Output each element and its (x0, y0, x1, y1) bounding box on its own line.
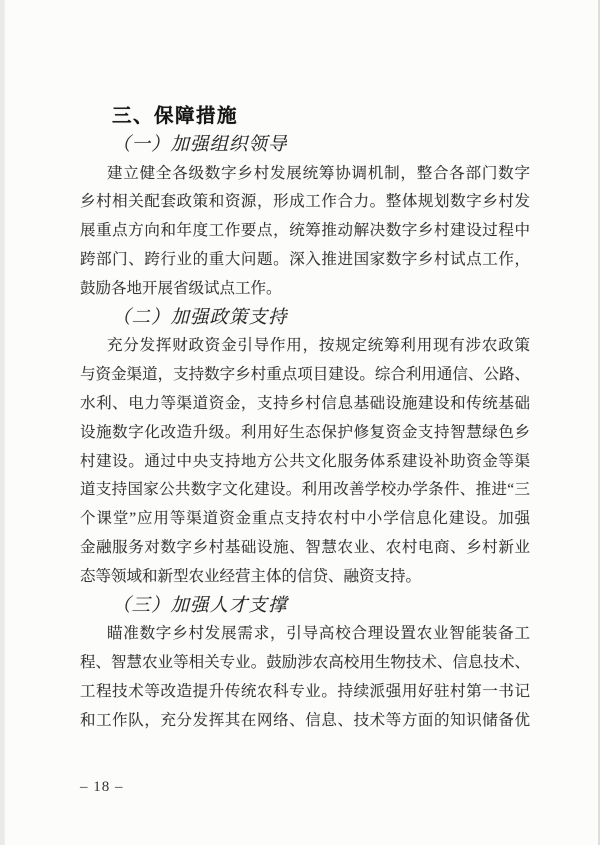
body-text-line: 乡村相关配套政策和资源，形成工作合力。整体规划数字乡村发 (80, 193, 530, 211)
body-text-line: 金融服务对数字乡村基础设施、智慧农业、农村电商、乡村新业 (80, 538, 530, 556)
body-text-line: 建立健全各级数字乡村发展统筹协调机制，整合各部门数字 (107, 164, 530, 182)
body-text-line: 道支持国家公共数字文化建设。利用改善学校办学条件、推进“三 (80, 481, 530, 499)
subsection-heading: （一）加强组织领导 (112, 134, 288, 155)
body-text-line: 水利、电力等渠道资金，支持乡村信息基础设施建设和传统基础 (80, 394, 530, 412)
document-page (4, 0, 600, 845)
body-text-line: 个课堂”应用等渠道资金重点支持农村中小学信息化建设。加强 (80, 510, 530, 528)
body-text-line: 跨部门、跨行业的重大问题。深入推进国家数字乡村试点工作， (80, 250, 530, 268)
body-text-line: 村建设。通过中央支持地方公共文化服务体系建设补助资金等渠 (80, 452, 530, 470)
body-text-line: 充分发挥财政资金引导作用，按规定统筹利用现有涉农政策 (107, 337, 530, 355)
body-text-line: 瞄准数字乡村发展需求，引导高校合理设置农业智能装备工 (107, 625, 530, 643)
document-body (80, 102, 530, 736)
body-text-line: 设施数字化改造升级。利用好生态保护修复资金支持智慧绿色乡 (80, 423, 530, 441)
body-text-line: 鼓励各地开展省级试点工作。 (80, 279, 282, 297)
body-text-line: 和工作队，充分发挥其在网络、信息、技术等方面的知识储备优 (80, 711, 530, 729)
body-text-line: 工程技术等改造提升传统农科专业。持续派强用好驻村第一书记 (80, 682, 530, 700)
page-number: – 18 – (80, 779, 124, 795)
body-text-line: 与资金渠道，支持数字乡村重点项目建设。综合利用通信、公路、 (80, 366, 530, 384)
body-text-line: 展重点方向和年度工作要点，统筹推动解决数字乡村建设过程中 (80, 222, 530, 240)
subsection-heading: （三）加强人才支撑 (112, 595, 288, 616)
body-text-line: 态等领域和新型农业经营主体的信贷、融资支持。 (80, 567, 422, 585)
body-text-line: 程、智慧农业等相关专业。鼓励涉农高校用生物技术、信息技术、 (80, 654, 530, 672)
section-heading: 三、保障措施 (112, 105, 239, 127)
subsection-heading: （二）加强政策支持 (112, 307, 288, 328)
